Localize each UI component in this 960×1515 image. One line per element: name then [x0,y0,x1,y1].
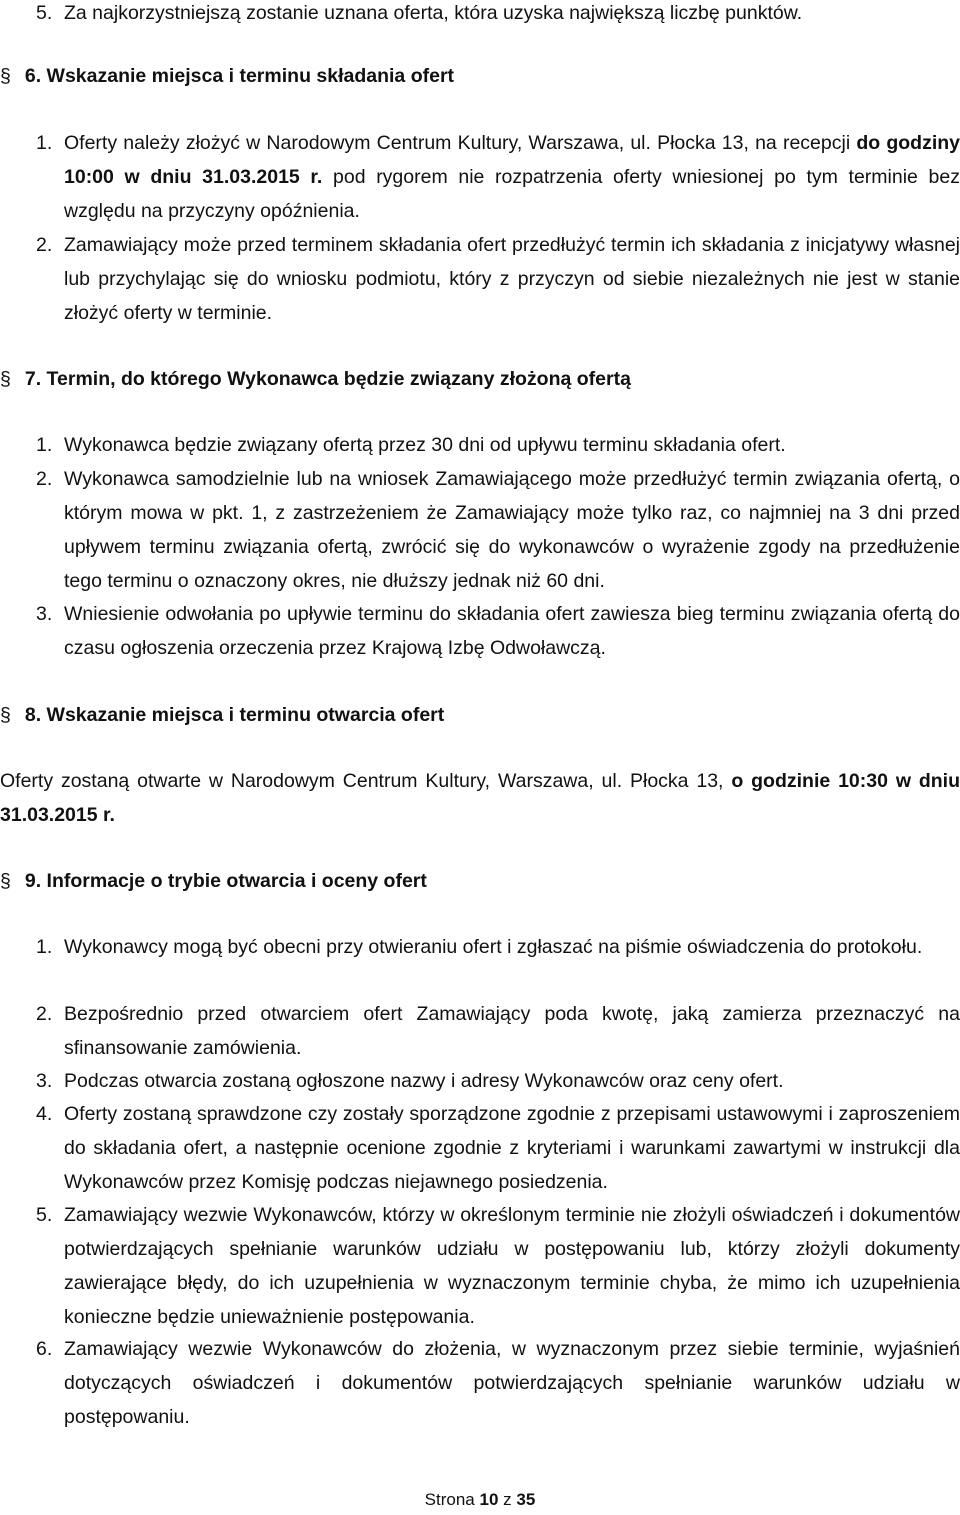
deadline-bold: do godziny 10:00 w dniu 31.03.2015 r. [64,132,960,188]
page-label: Strona [424,1490,475,1509]
item-text [64,126,960,228]
item-text: Za najkorzystniejszą zostanie uznana oferta, która uzyska największą liczbę punktów. [64,2,803,24]
item-text-part: Oferty należy złożyć w Narodowym Centrum Kultury, Warszawa, ul. Płocka 13, na recepcji [64,132,857,154]
item-text-part: pod rygorem nie rozpatrzenia oferty wniesionej po tym terminie bez względu na przyczyny opóźnienia. [64,166,960,222]
item-number: 2. [36,468,53,490]
list-item [36,1097,960,1199]
list-item [36,1064,960,1098]
list-item [36,228,960,330]
section-symbol: § [0,65,11,87]
list-item [36,428,960,462]
list-item [36,462,960,598]
list-item [36,997,960,1065]
item-text: Oferty zostaną sprawdzone czy zostały sporządzone zgodnie z przepisami ustawowymi i zaproszeniem do składania ofert, a następnie ocenione zgodnie z kryteriami i warunkami zawartymi w instrukcji dla Wykonawców przez Komisję podczas niejawnego posiedzenia. [64,1103,960,1193]
section-title: 7. Termin, do którego Wykonawca będzie związany złożoną ofertą [24,368,631,390]
item-number: 3. [36,603,53,625]
section-heading-8 [0,698,444,732]
section-symbol: § [0,870,11,892]
item-text: Zamawiający może przed terminem składania ofert przedłużyć termin ich składania z inicjatywy własnej lub przychylając się do wniosku podmiotu, który z przyczyn od siebie niezależnych nie jest w stanie złożyć oferty w terminie. [64,234,960,324]
section-symbol: § [0,368,11,390]
section-heading-6 [0,59,454,93]
item-number: 6. [36,1338,53,1360]
item-text: Wykonawcy mogą być obecni przy otwieraniu ofert i zgłaszać na piśmie oświadczenia do protokołu. [64,936,923,958]
item-text: Wykonawca samodzielnie lub na wniosek Zamawiającego może przedłużyć termin związania ofertą, o którym mowa w pkt. 1, z zastrzeżeniem że Zamawiający może tylko raz, co najmniej na 3 dni przed upływem terminu związania ofertą, zwrócić się do wykonawców o wyrażenie zgody na przedłużenie tego terminu o oznaczony okres, nie dłuższy jednak niż 60 dni. [64,468,960,592]
item-text: Zamawiający wezwie Wykonawców do złożenia, w wyznaczonym przez siebie terminie, wyjaśnień dotyczących oświadczeń i dokumentów potwierdzających spełnianie warunków udziału w postępowaniu. [64,1338,960,1428]
section-title: 9. Informacje o trybie otwarcia i oceny ofert [24,870,427,892]
page-number: 10 [479,1490,499,1509]
section-title: 6. Wskazanie miejsca i terminu składania ofert [24,65,455,87]
item-number: 2. [36,1003,53,1025]
section-heading-9 [0,864,427,898]
page-footer [0,1490,960,1510]
list-item [36,126,960,228]
item-number: 1. [36,936,53,958]
item-text: Wykonawca będzie związany ofertą przez 30 dni od upływu terminu składania ofert. [64,434,786,456]
section-heading-7 [0,362,631,396]
item-number: 3. [36,1070,53,1092]
list-item [36,1332,960,1434]
paragraph-text: Oferty zostaną otwarte w Narodowym Centrum Kultury, Warszawa, ul. Płocka 13, [0,770,732,792]
page-separator: z [503,1490,512,1509]
section-title: 8. Wskazanie miejsca i terminu otwarcia ofert [24,704,445,726]
opening-time-bold: o godzinie 10:30 w dniu 31.03.2015 r. [0,770,960,826]
item-number: 4. [36,1103,53,1125]
list-item [36,930,960,964]
item-number: 1. [36,434,53,456]
list-item [36,597,960,665]
item-number: 5. [36,2,53,24]
section-symbol: § [0,704,11,726]
item-number: 5. [36,1204,53,1226]
list-item [36,0,960,30]
item-text: Bezpośrednio przed otwarciem ofert Zamawiający poda kwotę, jaką zamierza przeznaczyć na sfinansowanie zamówienia. [64,1003,960,1059]
item-number: 2. [36,234,53,256]
list-item [36,1198,960,1334]
item-text: Podczas otwarcia zostaną ogłoszone nazwy i adresy Wykonawców oraz ceny ofert. [64,1070,784,1092]
item-number: 1. [36,132,53,154]
opening-paragraph [0,764,960,832]
page-total: 35 [516,1490,536,1509]
item-text: Wniesienie odwołania po upływie terminu do składania ofert zawiesza bieg terminu związania ofertą do czasu ogłoszenia orzeczenia przez Krajową Izbę Odwoławczą. [64,603,960,659]
item-text: Zamawiający wezwie Wykonawców, którzy w określonym terminie nie złożyli oświadczeń i dokumentów potwierdzających spełnianie warunków udziału w postępowaniu lub, którzy złożyli dokumenty zawierające błędy, do ich uzupełnienia w wyznaczonym terminie chyba, że mimo ich uzupełnienia konieczne będzie unieważnienie postępowania. [64,1204,960,1328]
